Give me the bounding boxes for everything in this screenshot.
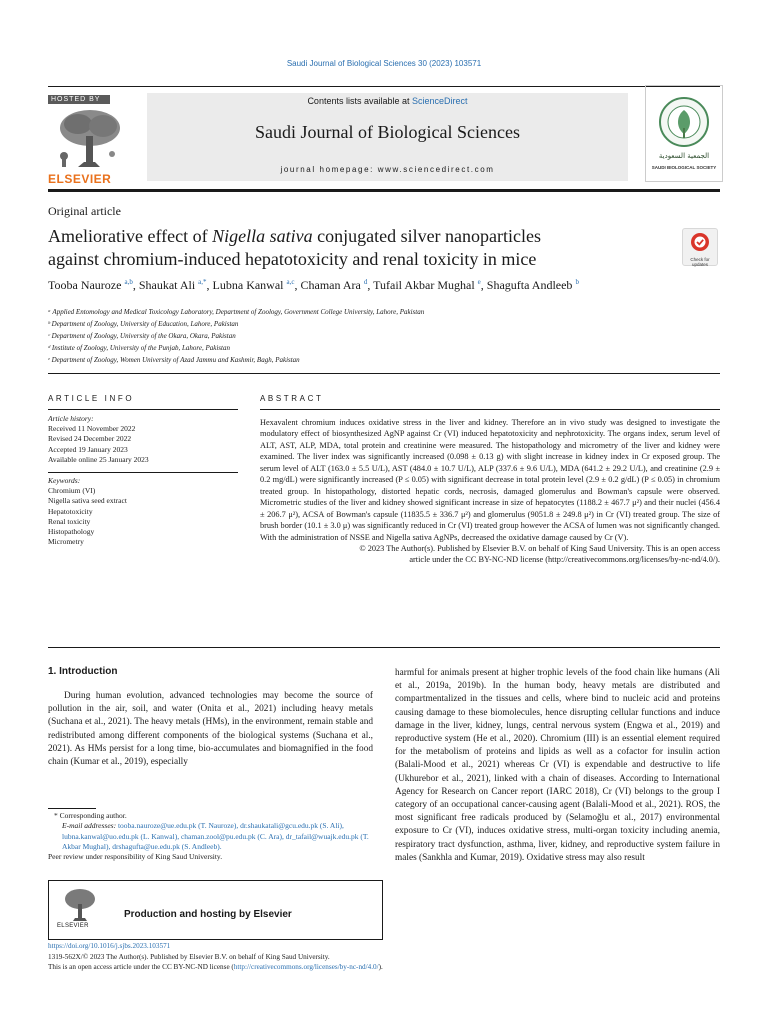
- author-2: Shaukat Ali $^{a,*}$,: [138, 278, 213, 292]
- keyword-6: Micrometry: [48, 537, 84, 547]
- page-footer: [48, 941, 728, 973]
- email-line: [48, 821, 383, 852]
- email-addresses[interactable]: tooba.nauroze@ue.edu.pk (T. Nauroze), dr.shaukatali@gcu.edu.pk (S. Ali), lubna.kanwal@uo.edu.pk (L. Kanwal), chaman.zool@pu.edu.pk (C. Ara), dr_tafail@wuajk.edu.pk (T. Akbar Mughal), drshagufta@ue.edu.pk (S. Andleeb).: [62, 821, 369, 851]
- affiliation-a: ᵃ Applied Entomology and Medical Toxicology Laboratory, Department of Zoology, Government College University, Lahore, Pakistan: [48, 308, 425, 316]
- contents-prefix: Contents lists available at: [307, 96, 410, 106]
- affiliation-e: ᵉ Department of Zoology, Women University of Azad Jammu and Kashmir, Bagh, Pakistan: [48, 356, 300, 364]
- journal-title: Saudi Journal of Biological Sciences: [255, 122, 520, 142]
- author-1: Tooba Nauroze $^{a,b}$,: [48, 278, 139, 292]
- intro-right-paragraph: harmful for animals present at higher trophic levels of the food chain like humans (Ali et al., 2019a, 2019b). In the human body, heavy metals are distributed and compartmentalized in the tissues and cells, where bind to nucleic acid and proteins causing damage to these biomolecules, hence disrupting cellular functions and induce damage in the liver, kidney, lungs, central nervous system (Engwa et al., 2019) and reproductive system (He et al., 2020). Chromium (III) is an essential element required for the metabolism of proteins and lipids as well as a cofactor for insulin action (Balali-Mood et al., 2021) whereas Cr (VI) is expendable and destructive to life (Ukhurebor et al., 2021), linked with a chain of diseases. According to International Agency for Research on Cancer report (IARC 2018), Cr (VI) belongs to the group I category of an occupational cancer-causing agent (Balali-Mood et al., 2021). ROS, the most significant free radicals produced by (Selamoğlu et al., 2017) environmental exposure to Cr (VI), induces oxidative stress, multi-organ toxicity including anemia, respiratory tract dysfunction, asthma, liver, kidney, and reproductive system failure in males (Sankhla and Kumar, 2019). Oxidative stress may also result: [395, 668, 720, 863]
- intro-left-paragraph: During human evolution, advanced technologies may become the source of pollution in the air, soil, and water (Onita et al., 2021) including heavy metals (Suchana et al., 2021). The heavy metals (HMs), in the environment, remain stable and redistributed among different components of the biological systems (Suchana et al., 2021). As HMs persist for a long time, bio-accumulates and biomagnified in the food chain (Kumar et al., 2019), especially: [48, 691, 373, 768]
- footnotes: [48, 811, 383, 862]
- keyword-4: Renal toxicity: [48, 516, 91, 526]
- production-box-label: Production and hosting by Elsevier: [124, 909, 292, 920]
- cc-license-link[interactable]: http://creativecommons.org/licenses/by-nc-nd/4.0/: [233, 963, 379, 971]
- abstract-license[interactable]: article under the CC BY-NC-ND license (http://creativecommons.org/licenses/by-nc-nd/4.0/).: [409, 555, 720, 565]
- keyword-3: Hepatotoxicity: [48, 506, 93, 516]
- svg-text:الجمعية السعودية: الجمعية السعودية: [658, 152, 710, 160]
- abstract-rule: [260, 409, 720, 410]
- hosted-by-label: HOSTED BY: [48, 95, 110, 104]
- affiliations: [48, 306, 648, 366]
- author-5: Tufail Akbar Mughal $^e$,: [373, 278, 487, 292]
- abstract-heading: ABSTRACT: [260, 394, 324, 403]
- affiliation-b: ᵇ Department of Zoology, University of Education, Lahore, Pakistan: [48, 320, 239, 328]
- history-label: Article history:: [48, 414, 94, 423]
- history-received: Received 11 November 2022: [48, 424, 136, 434]
- title-line-2: against chromium-induced hepatotoxicity and renal toxicity in mice: [48, 249, 537, 269]
- production-box-logo: ELSEVIER: [57, 923, 89, 929]
- contents-line: [147, 96, 628, 106]
- publisher-logo-block: [48, 95, 136, 186]
- corresponding-note: * Corresponding author.: [54, 811, 127, 820]
- title-part-1: Ameliorative effect of: [48, 226, 213, 246]
- author-3: Lubna Kanwal $^{a,c}$,: [212, 278, 301, 292]
- keyword-5: Histopathology: [48, 527, 95, 537]
- article-info-rule: [48, 409, 238, 410]
- journal-banner: [147, 93, 628, 181]
- sciencedirect-link[interactable]: ScienceDirect: [412, 96, 468, 106]
- elsevier-wordmark: ELSEVIER: [48, 172, 112, 186]
- author-6: Shagufta Andleeb $^b$: [486, 278, 579, 292]
- check-for-updates-button[interactable]: [682, 228, 718, 266]
- history-online: Available online 25 January 2023: [48, 454, 149, 464]
- journal-homepage[interactable]: journal homepage: www.sciencedirect.com: [280, 165, 495, 174]
- keywords-label: Keywords:: [48, 476, 81, 486]
- abstract-copyright: © 2023 The Author(s). Published by Elsevier B.V. on behalf of King Saud University. This is an open access: [359, 543, 720, 553]
- issn-line: 1319-562X/© 2023 The Author(s). Published by Elsevier B.V. on behalf of King Saud University.: [48, 952, 330, 961]
- history-revised: Revised 24 December 2022: [48, 434, 132, 444]
- keyword-2: Nigella sativa seed extract: [48, 496, 127, 506]
- title-part-2: conjugated silver nanoparticles: [312, 226, 542, 246]
- article-type: Original article: [48, 204, 121, 218]
- society-logo-caption: SAUDI BIOLOGICAL SOCIETY: [651, 165, 717, 170]
- banner-bottom-rule: [48, 189, 720, 192]
- abstract-text: Hexavalent chromium induces oxidative stress in the liver and kidney. Therefore an in vivo study was designed to investigate the modulatory effect of biosynthesized AgNP against Cr (VI) induced hepatotoxicity and nephrotoxicity. The organs index, serum level of ALT, AST, ALP, MDA, total protein and creatinine were measured. The histopathology and micrometry of the liver and kidney were examined. The liver index was significantly increased (0.098 ± 0.13 g) with slight increase in kidney index in Cr exposed group. The serum level of ALT (163.0 ± 5.5 U/L), AST (484.0 ± 10.7 U/L), ALP (337.6 ± 9.6 U/L), MDA (641.2 ± 29.2 U/L), and creatinine (2.9 ± 0.2 mg/dL) were significantly increased (P ≤ 0.05) with significant decrease in total protein level (2.9 ± 0.2 g/dL) (P ≤ 0.05) in chromium treated group. In histopathology, distorted hepatic cords, necrosis, damaged glomerulus and Bowman's capsule were observed. Micrometric studies of the liver and kidney showed significant increase in size of hepatocytes (1188.2 ± 467.7 μ²) and their nuclei (456.4 ± 206.7 μ²), ACSA of Bowman's capsule (11835.5 ± 336.7 μ²) and glomerulus (9051.8 ± 249.8 μ²) in Cr (VI) treated group. The size of brush border (10.1 ± 3.0 μ) was significantly reduced in Cr (VI) treated group however the ACSA of lumen was not significantly changed. With the administration of NSSE and Nigella sativa AgNPs, decreased the oxidative damage caused by Cr (V).: [260, 418, 720, 542]
- article-info-heading: ARTICLE INFO: [48, 394, 135, 403]
- affiliation-d: ᵈ Institute of Zoology, University of the Punjab, Lahore, Pakistan: [48, 344, 230, 352]
- article-info: [48, 414, 238, 547]
- abstract-body: [260, 417, 720, 566]
- affiliation-c: ᶜ Department of Zoology, University of the Okara, Okara, Pakistan: [48, 332, 236, 340]
- article-title: [48, 225, 658, 271]
- check-updates-icon: [690, 232, 710, 252]
- title-species: Nigella sativa: [212, 226, 313, 246]
- author-list: [48, 278, 579, 293]
- intro-heading: 1. Introduction: [48, 666, 118, 677]
- info-divider: [48, 472, 238, 473]
- top-rule: [48, 86, 720, 87]
- footnote-rule: [48, 808, 96, 809]
- society-logo: [645, 85, 723, 182]
- production-box: [48, 880, 383, 940]
- emails-label: E-mail addresses:: [62, 821, 117, 831]
- check-updates-label: Check for updates: [690, 257, 710, 267]
- running-head[interactable]: Saudi Journal of Biological Sciences 30 (2023) 103571: [286, 59, 482, 68]
- elsevier-small-tree-icon: [61, 887, 99, 921]
- affiliations-rule: [48, 373, 720, 374]
- elsevier-tree-icon: [48, 106, 128, 168]
- history-accepted: Accepted 19 January 2023: [48, 444, 128, 454]
- author-4: Chaman Ara $^d$,: [300, 278, 374, 292]
- doi-link[interactable]: https://doi.org/10.1016/j.sjbs.2023.103571: [48, 942, 171, 950]
- abstract-bottom-rule: [48, 647, 720, 648]
- oa-line: This is an open access article under the CC BY-NC-ND license (http://creativecommons.org/licenses/by-nc-nd/4.0/).: [48, 963, 383, 971]
- keyword-1: Chromium (VI): [48, 486, 96, 496]
- peer-review-note: Peer review under responsibility of King Saud University.: [48, 852, 223, 862]
